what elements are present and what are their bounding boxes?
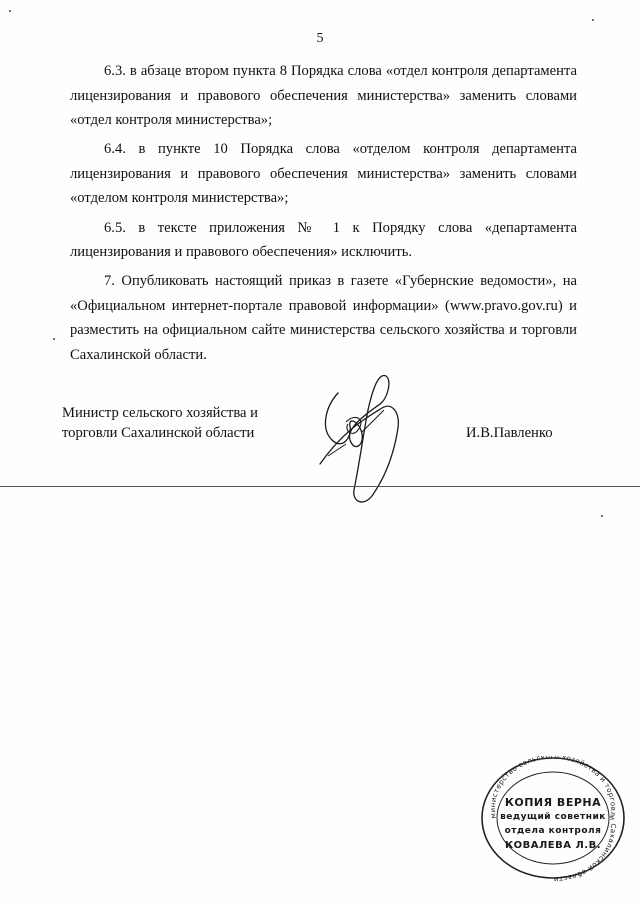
signatory-position-line-2: торговли Сахалинской области — [62, 425, 255, 441]
page-number: 5 — [316, 31, 324, 46]
stamp-line-4: КОВАЛЕВА Л.В. — [504, 840, 602, 851]
scan-speck — [592, 19, 594, 21]
horizontal-rule — [0, 486, 640, 487]
stamp-line-3: отдела контроля — [504, 826, 602, 836]
body-text — [70, 59, 577, 372]
certification-stamp — [478, 756, 628, 881]
stamp-line-2: ведущий советник — [500, 812, 606, 822]
stamp-line-1: КОПИЯ ВЕРНА — [504, 796, 602, 809]
stamp-ring-text: министерство сельского хозяйства и торговли Сахалинской области — [488, 756, 618, 881]
paragraph-6-5: 6.5. в тексте приложения № 1 к Порядку слова «департамента лицензирования и правового обеспечения» исключить. — [70, 219, 577, 261]
paragraph-6-3: 6.3. в абзаце втором пункта 8 Порядка слова «отдел контроля департамента лицензирования и правового обеспечения министерства» заменить словами «отдел контроля министерства»; — [70, 63, 577, 129]
paragraph-6-4: 6.4. в пункте 10 Порядка слова «отделом контроля департамента лицензирования и правового обеспечения министерства» заменить словами «отделом контроля министерства»; — [70, 141, 577, 207]
scan-speck — [9, 10, 11, 12]
scan-speck — [601, 515, 603, 517]
scan-speck — [53, 338, 55, 340]
signatory-position — [62, 403, 258, 443]
handwritten-signature — [300, 368, 430, 518]
signatory-name: И.В.Павленко — [466, 425, 553, 441]
paragraph-7: 7. Опубликовать настоящий приказ в газете «Губернские ведомости», на «Официальном интернет-портале правовой информации» (www.pravo.gov.ru) и разместить на официальном сайте министерства сельского хозяйства и торговли Сахалинской области. — [70, 273, 577, 364]
signatory-position-line-1: Министр сельского хозяйства и — [62, 405, 258, 421]
